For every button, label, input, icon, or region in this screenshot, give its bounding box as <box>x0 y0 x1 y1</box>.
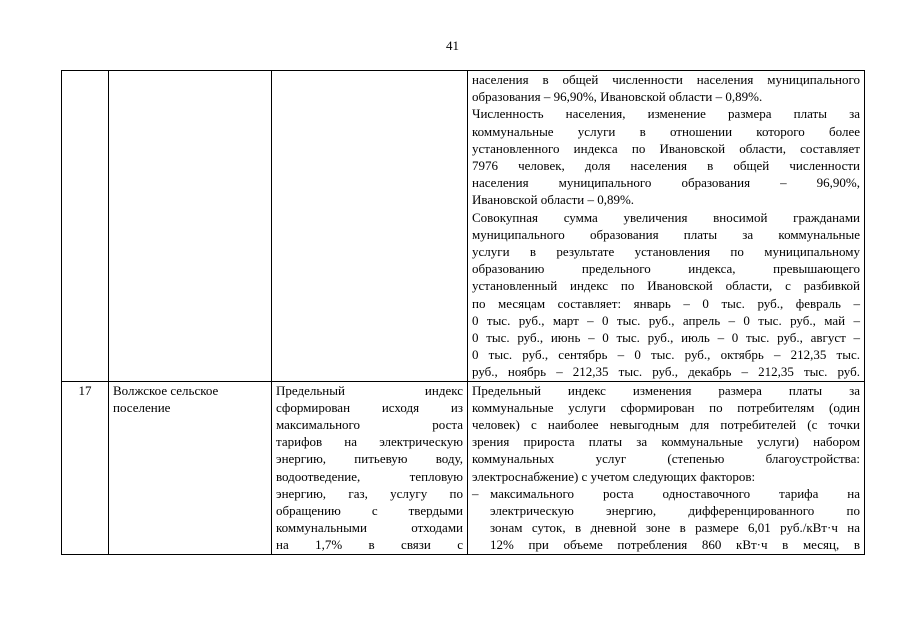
text-line: зрения прироста платы за коммунальные услуги) набором <box>472 434 860 450</box>
list-item-factor <box>472 485 860 554</box>
text-line: энергию, газ, услугу по <box>276 485 463 501</box>
text-line: коммунальные услуги в отношении которого более <box>472 123 860 139</box>
cell-number-empty <box>62 71 109 382</box>
text-line: образования – 96,90%, Ивановской области – 0,89%. <box>472 89 763 105</box>
cell-index-basis <box>272 381 468 554</box>
document-table <box>61 70 865 555</box>
text-line: населения муниципального образования – 96,90%, <box>472 175 860 191</box>
text-line: Ивановской области – 0,89%. <box>472 192 635 208</box>
text-line: максимального роста одноставочного тарифа на <box>490 485 860 501</box>
cell-settlement-name <box>109 381 272 554</box>
text-line: установленный индекс по Ивановской области, с разбивкой <box>472 278 860 294</box>
cell-name-empty <box>109 71 272 382</box>
text-line: человек) с наиболее невыгодным для потребителей (с точки <box>472 417 860 433</box>
text-line: обращению с твердыми <box>276 503 463 519</box>
text-line: коммунальными отходами <box>276 520 463 536</box>
text-line: 0 тыс. руб., март – 0 тыс. руб., апрель – 0 тыс. руб., май – <box>472 312 860 328</box>
cell-basis-empty <box>272 71 468 382</box>
row-number: 17 <box>62 381 109 554</box>
text-line: 12% при объеме потребления 860 кВт·ч в месяц, в <box>490 537 860 553</box>
table-row-17 <box>62 381 865 554</box>
text-line: муниципального образования платы за коммунальные <box>472 226 860 242</box>
text-line: образованию предельного индекса, превышающего <box>472 261 860 277</box>
text-line: 0 тыс. руб., июнь – 0 тыс. руб., июль – 0 тыс. руб., август – <box>472 330 860 346</box>
text-line: электроснабжение) с учетом следующих факторов: <box>472 468 756 484</box>
text-line: зонам суток, в дневной зоне в размере 6,01 руб./кВт·ч на <box>490 520 860 536</box>
text-line: сформирован исходя из <box>276 399 463 415</box>
text-line: Совокупная сумма увеличения вносимой гражданами <box>472 209 860 225</box>
text-line: установленного индекса по Ивановской области, составляет <box>472 140 860 156</box>
text-line: энергию, питьевую воду, <box>276 451 463 467</box>
text-line: коммунальные услуги сформирован по потребителям (один <box>472 399 860 415</box>
text-line: максимального роста <box>276 417 463 433</box>
text-line: на 1,7% в связи с <box>276 537 463 553</box>
settlement-name-line: Волжское сельское <box>113 382 219 398</box>
settlement-name-line: поселение <box>113 399 171 415</box>
text-line: Численность населения, изменение размера платы за <box>472 106 860 122</box>
text-line: руб., ноябрь – 212,35 тыс. руб., декабрь – 212,35 тыс. руб. <box>472 364 860 380</box>
table-row-continuation <box>62 71 865 382</box>
text-line: 0 тыс. руб., сентябрь – 0 тыс. руб., октябрь – 212,35 тыс. <box>472 347 860 363</box>
text-line: тарифов на электрическую <box>276 434 463 450</box>
text-line: 7976 человек, доля населения в общей численности <box>472 158 860 174</box>
text-line: по месяцам составляет: январь – 0 тыс. руб., февраль – <box>472 295 860 311</box>
text-line: электрическую энергию, дифференцированного по <box>490 503 860 519</box>
text-line: населения в общей численности населения муниципального <box>472 72 860 87</box>
page-number: 41 <box>446 38 459 53</box>
text-line: Предельный индекс <box>276 382 463 398</box>
text-line: водоотведение, тепловую <box>276 468 463 484</box>
text-line: услуги в результате установления по муниципальному <box>472 244 860 260</box>
bullet-dash: – <box>472 485 479 501</box>
cell-continuation-text <box>468 71 865 382</box>
text-line: коммунальных услуг (степенью благоустройства: <box>472 451 860 467</box>
cell-index-description <box>468 381 865 554</box>
text-line: Предельный индекс изменения размера платы за <box>472 382 860 398</box>
